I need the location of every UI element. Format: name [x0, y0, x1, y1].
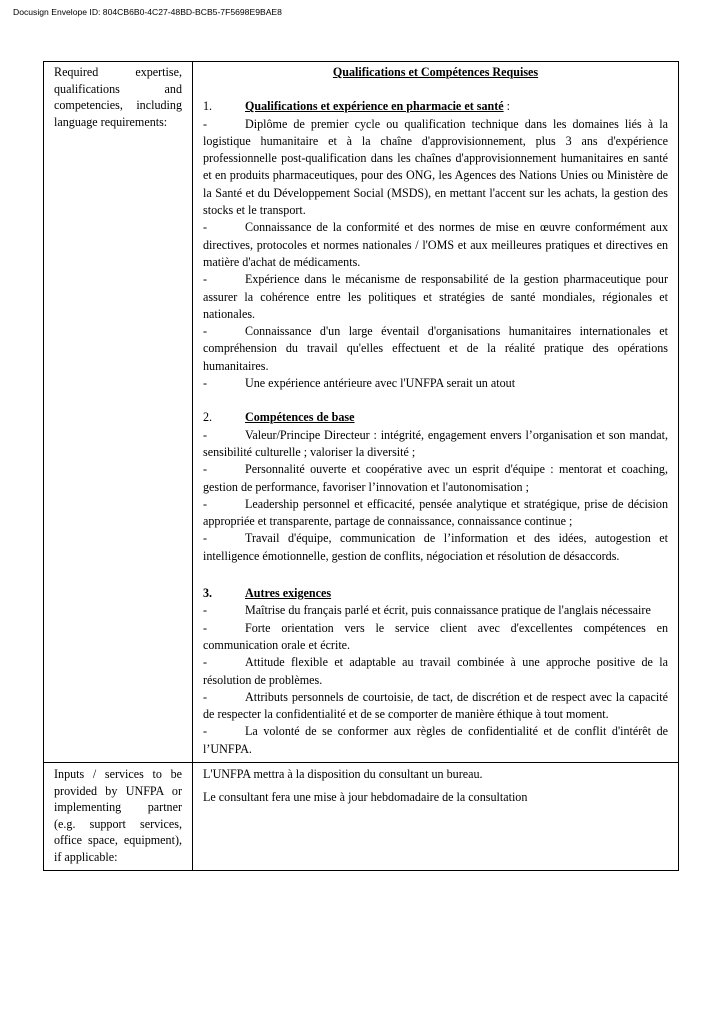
list-item: - Expérience dans le mécanisme de responsabilité de la gestion pharmaceutique pour assurer la cohérence entre les politiques et stratégies de santé mondiales, régionales et nationales.	[203, 272, 668, 321]
list-item: - Diplôme de premier cycle ou qualification technique dans les domaines liés à la logistique humanitaire et à la chaîne d'approvisionnement, plus 3 ans d'expérience professionnelle post-qualification dans les chaînes d'approvisionnement humanitaires en santé et en produits pharmaceutiques, pour des ONG, les Agences des Nations Unies ou Ministère de la Santé et du Développement Social (MSDS), en mettant l'accent sur les achats, la gestion des stocks et le transport.	[203, 116, 668, 218]
list-item: - Travail d'équipe, communication de l’information et des idées, autogestion et intelligence émotionnelle, gestion de conflits, négociation et résolution de désaccords.	[203, 531, 668, 563]
label-cell-expertise	[44, 62, 193, 763]
table-row-expertise	[44, 62, 679, 763]
list-item: - Attributs personnels de courtoisie, de tact, de discrétion et de respect avec la capacité de respecter la confidentialité et de se comporter de manière éthique à tout moment.	[203, 689, 668, 722]
input-line-updates: Le consultant fera une mise à jour hebdomadaire de la consultation	[203, 790, 528, 805]
list-item: - Connaissance de la conformité et des normes de mise en œuvre conformément aux directives, protocoles et normes nationales / l'OMS et aux meilleures pratiques et directives en matière d'achat de médicaments.	[203, 220, 668, 269]
content-cell-expertise	[193, 62, 679, 763]
section-heading-1: 1. Qualifications et expérience en pharmacie et santé :	[203, 99, 511, 114]
label-expertise: Required expertise, qualifications and competencies, including language requirements:	[54, 65, 182, 129]
list-item: - Leadership personnel et efficacité, pensée analytique et stratégique, prise de décision appropriée et transparente, partage de connaissance, connaissance continue ;	[203, 496, 668, 529]
list-item: - Personnalité ouverte et coopérative avec un esprit d'équipe : mentorat et coaching, gestion de performance, favoriser l’innovation et l'autonomisation ;	[203, 462, 668, 494]
label-inputs: Inputs / services to be provided by UNFPA or implementing partner (e.g. support services, office space, equipment), if applicable:	[54, 766, 182, 864]
section-heading-2: 2. Compétences de base	[203, 410, 355, 425]
list-item: - Valeur/Principe Directeur : intégrité, engagement envers l’organisation et son mandat, sensibilité culturelle ; valoriser la diversité ;	[203, 427, 668, 459]
table-row-inputs	[44, 762, 679, 870]
section-title: Qualifications et Compétences Requises	[332, 65, 539, 79]
input-line-office: L'UNFPA mettra à la disposition du consultant un bureau.	[203, 766, 483, 781]
list-item: - Connaissance d'un large éventail d'organisations humanitaires internationales et compréhension du travail qu'elles effectuent et de la réalité pratique des opérations humanitaires.	[203, 324, 668, 373]
label-cell-inputs	[44, 762, 193, 870]
list-item: - Forte orientation vers le service client avec d'excellentes compétences en communication orale et écrite.	[203, 620, 668, 652]
list-item: - Attitude flexible et adaptable au travail combinée à une approche positive de la résolution de problèmes.	[203, 655, 668, 687]
list-item: - La volonté de se conformer aux règles de confidentialité et de conflit d'intérêt de l’UNFPA.	[203, 724, 668, 756]
content-cell-inputs	[193, 762, 679, 870]
envelope-id: Docusign Envelope ID: 804CB6B0-4C27-48BD-BCB5-7F5698E9BAE8	[13, 7, 282, 17]
list-item: - Maîtrise du français parlé et écrit, puis connaissance pratique de l'anglais nécessaire	[203, 603, 651, 618]
list-item: - Une expérience antérieure avec l'UNFPA serait un atout	[203, 376, 516, 391]
section-heading-3: 3. Autres exigences	[203, 586, 332, 601]
terms-table	[43, 61, 679, 871]
